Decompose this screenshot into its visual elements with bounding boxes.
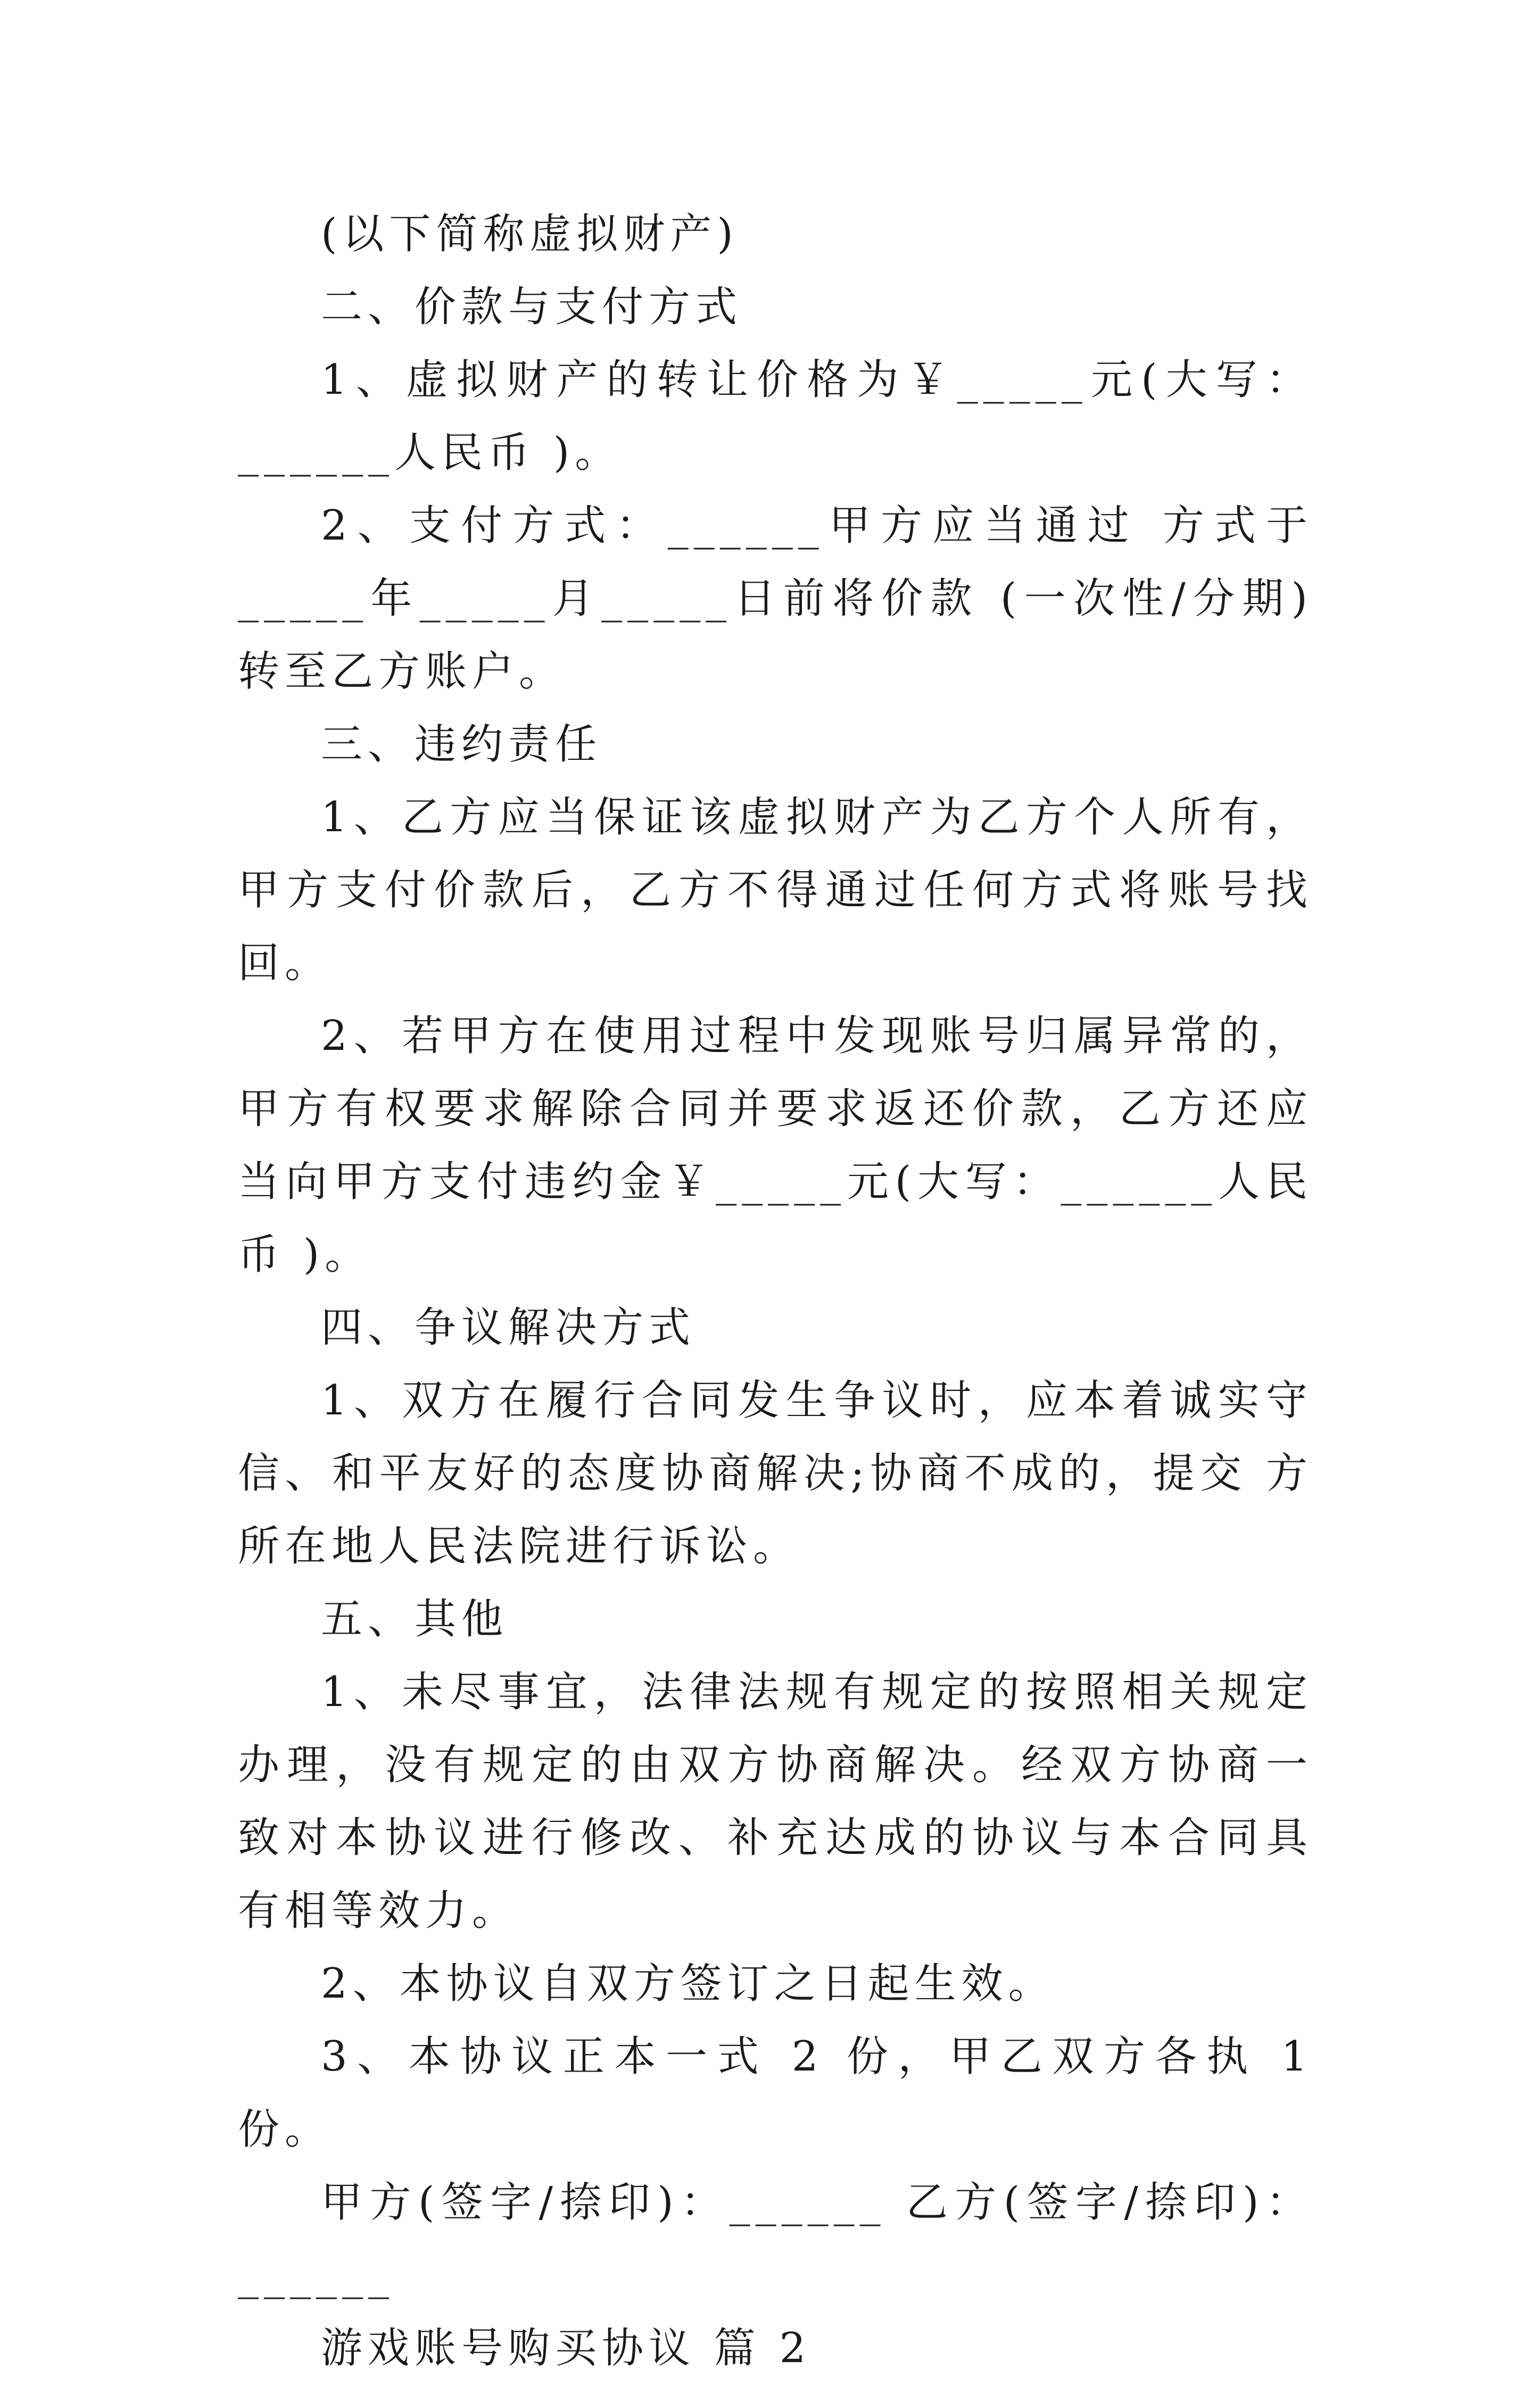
paragraph-abbreviation-note: (以下简称虚拟财产) [321, 210, 739, 258]
clause-ownership-guarantee: 1、乙方应当保证该虚拟财产为乙方个人所有，甲方支付价款后，乙方不得通过任何方式将账号找回。 [238, 793, 1313, 987]
clause-transfer-price: 1、虚拟财产的转让价格为￥_____元(大写：______人民币 )。 [238, 356, 1313, 477]
next-section-title: 游戏账号购买协议 篇 2 [321, 2324, 812, 2372]
clause-payment-method: 2、支付方式：______甲方应当通过 方式于_____年_____月_____日前将价款 (一次性/分期)转至乙方账户。 [238, 502, 1313, 695]
section-heading-dispute-resolution: 四、争议解决方式 [321, 1304, 696, 1352]
signature-line: 甲方(签字/捺印)：______ 乙方(签字/捺印)：______ [238, 2179, 1313, 2299]
clause-termination-penalty: 2、若甲方在使用过程中发现账号归属异常的，甲方有权要求解除合同并要求返还价款，乙方还应当向甲方支付违约金￥_____元(大写：______人民币 )。 [238, 1012, 1313, 1279]
clause-copies: 3、本协议正本一式 2 份，甲乙双方各执 1 份。 [238, 2033, 1313, 2154]
section-heading-other: 五、其他 [321, 1595, 509, 1643]
document-body [238, 198, 1313, 2385]
clause-unfinished-matters: 1、未尽事宜，法律法规有规定的按照相关规定办理，没有规定的由双方协商解决。经双方协商一致对本协议进行修改、补充达成的协议与本合同具有相等效力。 [238, 1668, 1313, 1935]
clause-effective-date: 2、本协议自双方签订之日起生效。 [321, 1960, 1055, 2008]
section-heading-breach-liability: 三、违约责任 [321, 721, 602, 768]
clause-dispute-negotiation: 1、双方在履行合同发生争议时，应本着诚实守信、和平友好的态度协商解决;协商不成的，提交 方所在地人民法院进行诉讼。 [238, 1377, 1313, 1570]
section-heading-price-payment: 二、价款与支付方式 [321, 283, 743, 331]
